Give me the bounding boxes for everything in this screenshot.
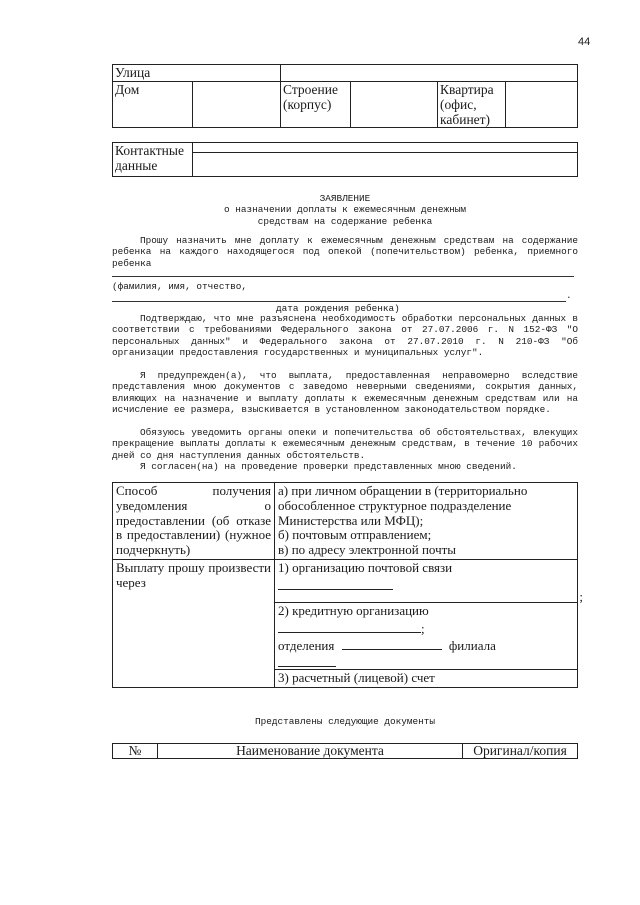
warned-paragraph: Я предупрежден(а), что выплата, предоставленная неправомерно вследствие представления мною документов с заведомо неверными сведениями, сокрытия данных, влияющих на назначение и выплату доплаты к ежемесячным денежным средствам или на исчисление ее размера, взыскивается в установленном законодательством порядке. bbox=[112, 370, 578, 415]
post-office-line[interactable] bbox=[278, 578, 393, 590]
oblige-paragraph: Обязуюсь уведомить органы опеки и попечительства об обстоятельствах, влекущих прекращение выплаты доплаты к ежемесячным денежным средствам, в течение 10 рабочих дней со дня наступления данных обстоятельств. bbox=[112, 427, 578, 461]
child-name-line[interactable] bbox=[112, 276, 574, 277]
documents-heading: Представлены следующие документы bbox=[254, 716, 436, 727]
street-label: Улица bbox=[113, 65, 281, 82]
statement-subtitle-2: средствам на содержание ребенка bbox=[257, 215, 433, 227]
branch-line[interactable] bbox=[342, 638, 442, 650]
notify-options-cell bbox=[275, 483, 578, 560]
fio-caption: (фамилия, имя, отчество, bbox=[112, 281, 248, 292]
credit-org-line[interactable] bbox=[278, 621, 421, 633]
statement-title: ЗАЯВЛЕНИЕ bbox=[319, 193, 371, 204]
line-end-mark: . bbox=[566, 290, 572, 301]
col-number-header: № bbox=[113, 744, 158, 759]
payment-option-3[interactable]: 3) расчетный (лицевой) счет bbox=[275, 669, 577, 687]
address-table bbox=[112, 64, 578, 128]
payment-label-cell bbox=[113, 559, 275, 687]
filial-line[interactable] bbox=[278, 655, 336, 667]
agree-paragraph: Я согласен(на) на проведение проверки представленных мною сведений. bbox=[140, 461, 517, 472]
method-table bbox=[112, 482, 583, 688]
col-type-header: Оригинал/копия bbox=[463, 744, 578, 759]
request-paragraph: Прошу назначить мне доплату к ежемесячным денежным средствам на содержание ребенка на каждого находящегося под опекой (попечительством) ребенка, приемного ребенка bbox=[112, 235, 578, 269]
notify-label-cell bbox=[113, 483, 275, 560]
building-label: Строение (корпус) bbox=[281, 82, 351, 128]
branch-label: отделения bbox=[278, 637, 335, 653]
street-value[interactable] bbox=[281, 65, 578, 82]
contact-label: Контактные данные bbox=[113, 143, 193, 177]
col-name-header: Наименование документа bbox=[158, 744, 463, 759]
dob-caption: дата рождения ребенка) bbox=[276, 303, 400, 314]
contact-value[interactable] bbox=[193, 143, 578, 177]
notify-option-b[interactable]: б) почтовым отправлением; bbox=[278, 527, 432, 543]
notify-label: Способ получения уведомления о предоставлении (об отказе в предоставлении) (нужное подчеркнуть) bbox=[116, 483, 271, 558]
apartment-label: Квартира (офис, кабинет) bbox=[438, 82, 506, 128]
house-value[interactable] bbox=[193, 82, 281, 128]
child-dob-line[interactable] bbox=[112, 301, 566, 302]
payment-label: Выплату прошу произвести через bbox=[116, 559, 271, 590]
payment-option-2[interactable]: 2) кредитную организацию bbox=[278, 602, 429, 618]
statement-subtitle-1: о назначении доплаты к ежемесячным денежным bbox=[224, 204, 466, 216]
building-value[interactable] bbox=[351, 82, 438, 128]
confirm-paragraph: Подтверждаю, что мне разъяснена необходимость обработки персональных данных в соответствии с требованиями Федерального закона от 27.07.2006 г. N 152-ФЗ "О персональных данных" и Федерального закона от 27.07.2010 г. N 210-ФЗ "Об организации предоставления государственных и муниципальных услуг". bbox=[112, 313, 578, 358]
filial-label: филиала bbox=[448, 637, 496, 653]
page-number: 44 bbox=[578, 36, 591, 48]
statement-title-block bbox=[112, 193, 578, 227]
payment-option-1[interactable]: 1) организацию почтовой связи bbox=[278, 559, 453, 575]
notify-option-a[interactable]: а) при личном обращении в (территориально обособленное структурное подразделение Министерства или МФЦ); bbox=[278, 483, 528, 528]
notify-option-c[interactable]: в) по адресу электронной почты bbox=[278, 542, 457, 558]
contact-table bbox=[112, 142, 578, 177]
payment-options-cell: 1) организацию почтовой связи ; 2) кредитную организацию ; отделения филиала 3) расчетный (лицевой) счет bbox=[275, 559, 578, 687]
post-office-address-line[interactable]: ; bbox=[275, 594, 577, 603]
apartment-value[interactable] bbox=[506, 82, 578, 128]
documents-table bbox=[112, 743, 578, 759]
house-label: Дом bbox=[113, 82, 193, 128]
